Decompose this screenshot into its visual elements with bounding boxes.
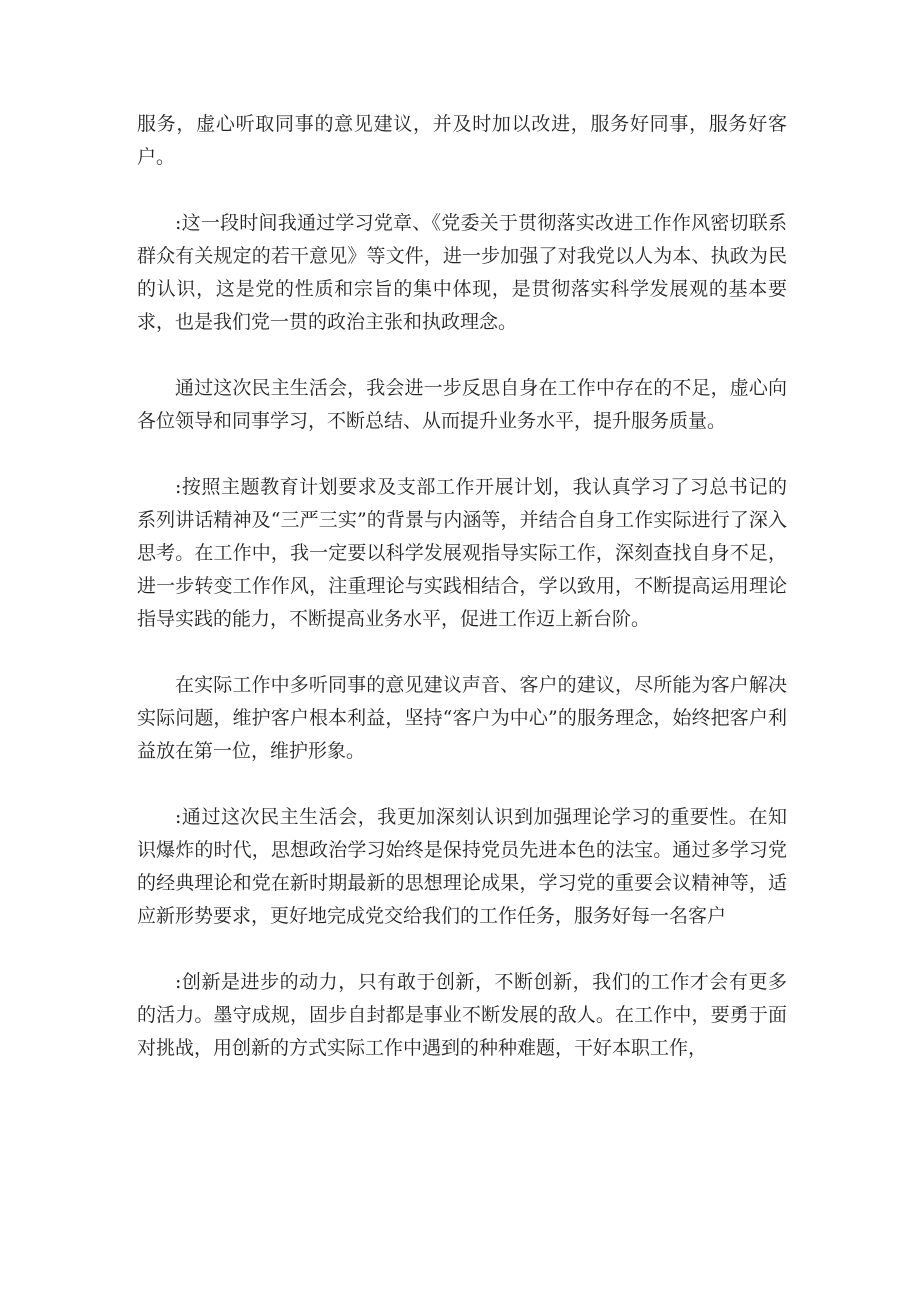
paragraph-4: :按照主题教育计划要求及支部工作开展计划，我认真学习了习总书记的系列讲话精神及“三严三实”的背景与内涵等，并结合自身工作实际进行了深入思考。在工作中，我一定要以科学发展观指导实际工作，深刻查找自身不足，进一步转变工作作风，注重理论与实践相结合，学以致用，不断提高运用理论指导实践的能力，不断提高业务水平，促进工作迈上新台阶。	[137, 476, 787, 630]
paragraph-6: :通过这次民主生活会，我更加深刻认识到加强理论学习的重要性。在知识爆炸的时代，思想政治学习始终是保持党员先进本色的法宝。通过多学习党的经典理论和党在新时期最新的思想理论成果，学习党的重要会议精神等，适应新形势要求，更好地完成党交给我们的工作任务，服务好每一名客户	[137, 806, 787, 927]
paragraph-2: :这一段时间我通过学习党章、《党委关于贯彻落实改进工作作风密切联系群众有关规定的若干意见》等文件，进一步加强了对我党以人为本、执政为民的认识，这是党的性质和宗旨的集中体现，是贯彻落实科学发展观的基本要求，也是我们党一贯的政治主张和执政理念。	[137, 212, 787, 333]
paragraph-3: 通过这次民主生活会，我会进一步反思自身在工作中存在的不足，虚心向各位领导和同事学习，不断总结、从而提升业务水平，提升服务质量。	[137, 377, 787, 432]
paragraph-1: 服务，虚心听取同事的意见建议，并及时加以改进，服务好同事，服务好客户。	[137, 113, 787, 168]
document-body	[137, 108, 787, 1098]
paragraph-7: :创新是进步的动力，只有敢于创新，不断创新，我们的工作才会有更多的活力。墨守成规，固步自封都是事业不断发展的敌人。在工作中，要勇于面对挑战，用创新的方式实际工作中遇到的种种难题，干好本职工作，	[137, 971, 787, 1059]
paragraph-5: 在实际工作中多听同事的意见建议声音、客户的建议，尽所能为客户解决实际问题，维护客户根本利益，坚持“客户为中心”的服务理念，始终把客户利益放在第一位，维护形象。	[137, 674, 787, 762]
